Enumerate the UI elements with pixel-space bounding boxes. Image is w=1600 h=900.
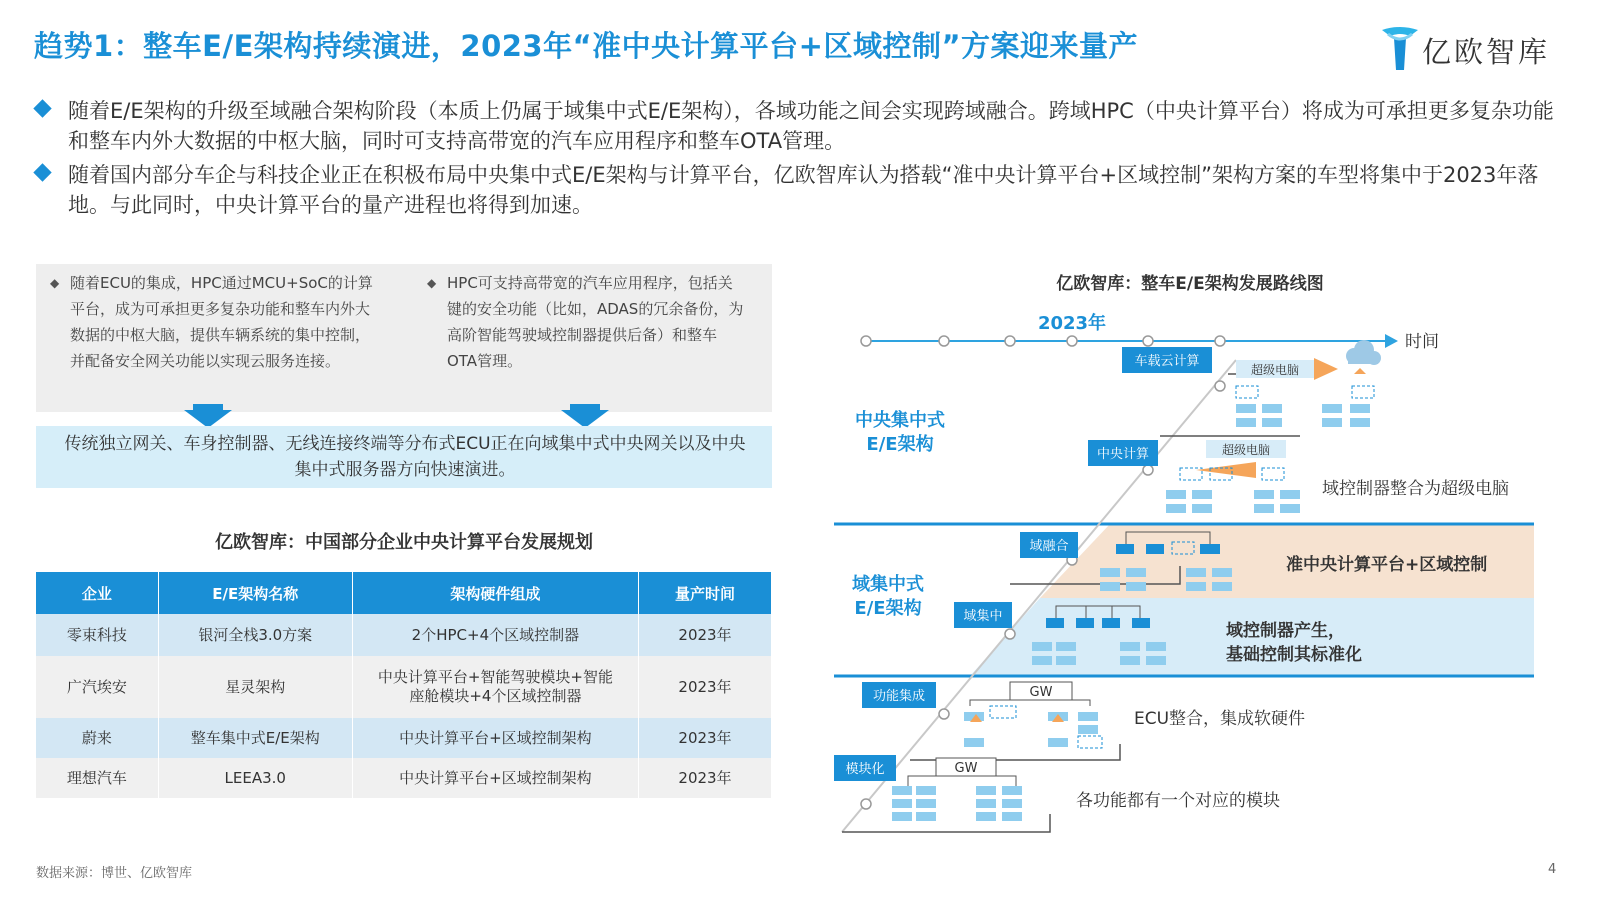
svg-text:车载云计算: 车载云计算	[1134, 354, 1200, 369]
bullet-2	[36, 160, 1566, 222]
grey-box-right-text: HPC可支持高带宽的汽车应用程序，包括关键的安全功能（比如，ADAS的冗余备份，为高阶智能驾驶域控制器提供后备）和整车OTA管理。	[447, 274, 744, 370]
diamond-bullet-icon: ◆	[50, 276, 60, 290]
stage-label-cloud	[1122, 347, 1212, 373]
logo-text: 亿欧智库	[1422, 35, 1551, 69]
category-central-line1: 中央集中式	[855, 410, 945, 431]
grey-box-left	[50, 270, 380, 374]
gw-label: GW	[1029, 685, 1053, 700]
table-header-row	[36, 572, 772, 614]
table-header-cell: 企业	[36, 572, 158, 614]
category-central-line2: E/E架构	[866, 434, 934, 455]
central-stage-graphic	[1166, 440, 1300, 513]
desc-func: ECU整合，集成软硬件	[1134, 709, 1306, 729]
page-number: 4	[1548, 862, 1557, 877]
table-cell: 中央计算平台+区域控制架构	[352, 718, 638, 758]
table-row	[36, 718, 772, 758]
data-source: 数据来源：博世、亿欧智库	[36, 866, 193, 881]
super-computer-label: 超级电脑	[1250, 363, 1300, 377]
table-header-cell: E/E架构名称	[158, 572, 352, 614]
svg-text:模块化: 模块化	[845, 762, 885, 777]
cloud-stage-graphic	[1236, 340, 1381, 427]
table-cell: 广汽埃安	[36, 656, 158, 718]
ee-roadmap-diagram	[830, 262, 1536, 840]
bullet-1	[36, 96, 1566, 158]
table-cell: 星灵架构	[158, 656, 352, 718]
table-cell: 2023年	[639, 758, 772, 798]
table-row	[36, 758, 772, 798]
diamond-bullet-icon: ◆	[427, 276, 437, 290]
table-cell: 整车集中式E/E架构	[158, 718, 352, 758]
svg-text:域融合: 域融合	[1029, 539, 1069, 554]
table-cell: 2023年	[639, 718, 772, 758]
table-cell: 蔚来	[36, 718, 158, 758]
category-domain-line2: E/E架构	[854, 598, 922, 619]
gw-label: GW	[954, 761, 978, 776]
table-row	[36, 614, 772, 656]
table-cell: 2023年	[639, 656, 772, 718]
svg-text:中央计算: 中央计算	[1096, 447, 1150, 462]
super-computer-label: 超级电脑	[1221, 443, 1271, 457]
table-header-cell: 架构硬件组成	[352, 572, 638, 614]
grey-box-left-text: 随着ECU的集成，HPC通过MCU+SoC的计算平台，成为可承担更多复杂功能和整车内外大数据的中枢大脑，提供车辆系统的集中控制，并配备安全网关功能以实现云服务连接。	[70, 274, 373, 370]
module-stage-graphic	[892, 758, 1022, 821]
stage-label-func	[862, 682, 936, 708]
table-row	[36, 656, 772, 718]
page-title: 趋势1：整车E/E架构持续演进，2023年“准中央计算平台+区域控制”方案迎来量产	[34, 29, 1139, 63]
category-domain-line1: 域集中式	[852, 574, 924, 595]
svg-text:功能集成: 功能集成	[872, 689, 926, 704]
desc-domain-line2: 基础控制其标准化	[1226, 645, 1362, 665]
table-header-cell: 量产时间	[639, 572, 772, 614]
table-cell: 中央计算平台+区域控制架构	[352, 758, 638, 798]
plan-table	[36, 572, 772, 798]
cloud-icon	[1346, 340, 1381, 365]
diamond-bullet-icon	[33, 163, 51, 181]
stage-label-module	[834, 755, 896, 781]
time-label: 时间	[1405, 332, 1439, 352]
table-cell: 中央计算平台+智能驾驶模块+智能座舱模块+4个区域控制器	[352, 656, 638, 718]
table-title: 亿欧智库：中国部分企业中央计算平台发展规划	[215, 532, 593, 553]
bullet-1-text: 随着E/E架构的升级至域融合架构阶段（本质上仍属于域集中式E/E架构），各域功能之间会实现跨域融合。跨域HPC（中央计算平台）将成为可承担更多复杂功能和整车内外大数据的中枢大脑，同时可支持高带宽的汽车应用程序和整车OTA管理。	[68, 99, 1554, 153]
grey-box-right	[427, 270, 747, 374]
stage-label-central	[1088, 440, 1158, 466]
diagram-title: 亿欧智库：整车E/E架构发展路线图	[1056, 274, 1324, 294]
desc-central: 域控制器整合为超级电脑	[1322, 479, 1509, 499]
timeline-arrow-icon	[1385, 334, 1398, 348]
desc-fusion: 准中央计算平台+区域控制	[1286, 555, 1488, 575]
table-cell: 理想汽车	[36, 758, 158, 798]
diamond-bullet-icon	[33, 99, 51, 117]
table-cell: LEEA3.0	[158, 758, 352, 798]
year-label: 2023年	[1037, 313, 1107, 334]
desc-module: 各功能都有一个对应的模块	[1076, 791, 1280, 811]
table-cell: 银河全栈3.0方案	[158, 614, 352, 656]
table-cell: 2个HPC+4个区域控制器	[352, 614, 638, 656]
stage-label-domain	[954, 602, 1012, 628]
table-cell: 零束科技	[36, 614, 158, 656]
svg-text:域集中: 域集中	[963, 609, 1003, 624]
func-stage-graphic	[964, 682, 1102, 748]
blue-summary-text: 传统独立网关、车身控制器、无线连接终端等分布式ECU正在向域集中式中央网关以及中央集中式服务器方向快速演进。	[64, 434, 746, 480]
bullet-2-text: 随着国内部分车企与科技企业正在积极布局中央集中式E/E架构与计算平台，亿欧智库认为搭载“准中央计算平台+区域控制”架构方案的车型将集中于2023年落地。与此同时，中央计算平台的量产进程也将得到加速。	[68, 163, 1539, 217]
desc-domain-line1: 域控制器产生，	[1226, 621, 1345, 641]
table-cell: 2023年	[639, 614, 772, 656]
stage-label-fusion	[1020, 532, 1078, 558]
